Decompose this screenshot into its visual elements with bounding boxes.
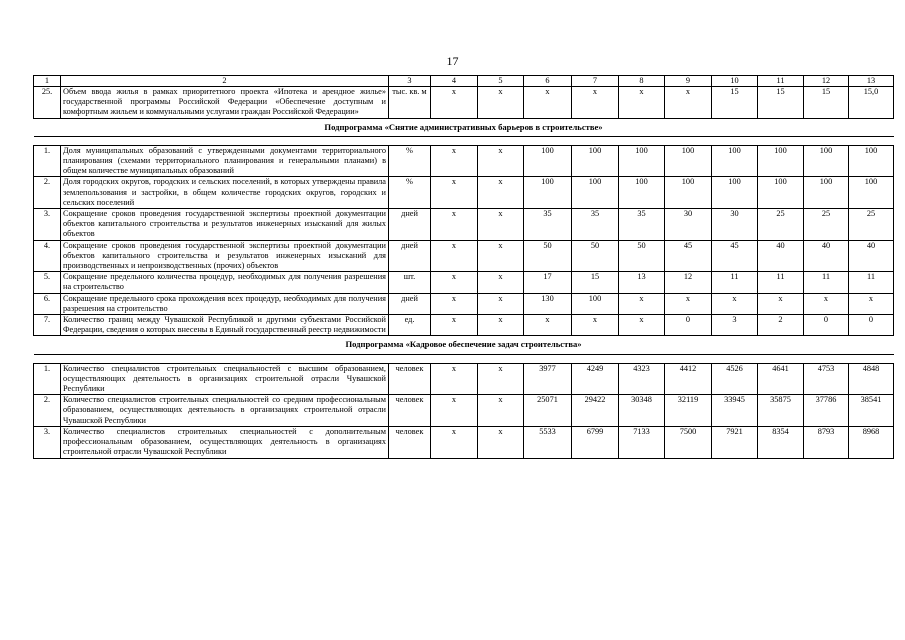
table-row bbox=[34, 177, 894, 209]
value-cell: x bbox=[758, 293, 804, 314]
value-cell: x bbox=[478, 87, 524, 119]
table-row bbox=[34, 87, 894, 119]
value-cell: x bbox=[431, 145, 478, 177]
unit-cell: человек bbox=[389, 363, 431, 395]
value-cell: 35 bbox=[572, 209, 619, 241]
value-cell: 100 bbox=[619, 145, 665, 177]
indicator-name: Количество специалистов строительных специальностей с дополнительным профессиональным образованием, осуществляющих деятельность в организациях строительной отрасли Чувашской Республики bbox=[61, 426, 389, 458]
value-cell: 50 bbox=[572, 240, 619, 272]
section-title: Подпрограмма «Кадровое обеспечение задач строительства» bbox=[34, 336, 894, 354]
header-cell: 2 bbox=[61, 76, 389, 87]
value-cell: 100 bbox=[665, 177, 712, 209]
table-row bbox=[34, 145, 894, 177]
value-cell: 100 bbox=[572, 177, 619, 209]
table-body bbox=[34, 76, 894, 459]
value-cell: 40 bbox=[804, 240, 849, 272]
section-title-row bbox=[34, 118, 894, 136]
value-cell: 100 bbox=[524, 177, 572, 209]
indicator-name: Доля городских округов, городских и сельских поселений, в которых утверждены правила землепользования и застройки, в общем количестве городских округов, городских и сельских поселений bbox=[61, 177, 389, 209]
value-cell: 0 bbox=[849, 315, 894, 336]
value-cell: x bbox=[572, 87, 619, 119]
table-row bbox=[34, 426, 894, 458]
value-cell: 17 bbox=[524, 272, 572, 293]
header-cell: 4 bbox=[431, 76, 478, 87]
value-cell: 7921 bbox=[712, 426, 758, 458]
value-cell: 37786 bbox=[804, 395, 849, 427]
value-cell: x bbox=[619, 293, 665, 314]
row-number: 5. bbox=[34, 272, 61, 293]
value-cell: 11 bbox=[758, 272, 804, 293]
value-cell: x bbox=[478, 363, 524, 395]
value-cell: 15 bbox=[712, 87, 758, 119]
value-cell: 100 bbox=[758, 145, 804, 177]
indicator-name: Количество специалистов строительных специальностей со средним профессиональным образованием, осуществляющих деятельность в организациях строительной отрасли Чувашской Республики bbox=[61, 395, 389, 427]
indicator-name: Количество специалистов строительных специальностей с высшим образованием, осуществляющих деятельность в организациях строительной отрасли Чувашской Республики bbox=[61, 363, 389, 395]
value-cell: 25 bbox=[849, 209, 894, 241]
value-cell: 35875 bbox=[758, 395, 804, 427]
indicator-name: Объем ввода жилья в рамках приоритетного проекта «Ипотека и арендное жилье» государственной программы Российской Федерации «Обеспечение доступным и комфортным жильем и коммунальными услугами граждан Российской Федерации» bbox=[61, 87, 389, 119]
value-cell: x bbox=[431, 395, 478, 427]
value-cell: 12 bbox=[665, 272, 712, 293]
row-number: 25. bbox=[34, 87, 61, 119]
value-cell: 8968 bbox=[849, 426, 894, 458]
page-number: 17 bbox=[446, 54, 459, 68]
value-cell: 30348 bbox=[619, 395, 665, 427]
value-cell: 100 bbox=[712, 177, 758, 209]
indicator-name: Доля муниципальных образований с утвержденными документами территориального планирования (схемами территориального планирования и генеральными планами) в общем количестве муниципальных образований bbox=[61, 145, 389, 177]
value-cell: 25 bbox=[758, 209, 804, 241]
unit-cell: % bbox=[389, 145, 431, 177]
value-cell: 8793 bbox=[804, 426, 849, 458]
unit-cell: дней bbox=[389, 293, 431, 314]
value-cell: 100 bbox=[665, 145, 712, 177]
value-cell: x bbox=[431, 293, 478, 314]
value-cell: 130 bbox=[524, 293, 572, 314]
section-gap bbox=[34, 136, 894, 145]
value-cell: 100 bbox=[524, 145, 572, 177]
section-title-row bbox=[34, 336, 894, 354]
value-cell: 15,0 bbox=[849, 87, 894, 119]
value-cell: 3 bbox=[712, 315, 758, 336]
value-cell: 11 bbox=[712, 272, 758, 293]
value-cell: 29422 bbox=[572, 395, 619, 427]
value-cell: x bbox=[478, 395, 524, 427]
row-number: 2. bbox=[34, 177, 61, 209]
header-cell: 10 bbox=[712, 76, 758, 87]
header-row bbox=[34, 76, 894, 87]
value-cell: x bbox=[431, 426, 478, 458]
indicators-table bbox=[33, 75, 894, 459]
value-cell: x bbox=[572, 315, 619, 336]
row-number: 3. bbox=[34, 209, 61, 241]
unit-cell: дней bbox=[389, 240, 431, 272]
table-row bbox=[34, 293, 894, 314]
indicator-name: Сокращение предельного срока прохождения всех процедур, необходимых для получения разрешения на строительство bbox=[61, 293, 389, 314]
value-cell: 50 bbox=[524, 240, 572, 272]
value-cell: x bbox=[478, 426, 524, 458]
value-cell: x bbox=[478, 209, 524, 241]
row-number: 3. bbox=[34, 426, 61, 458]
value-cell: x bbox=[849, 293, 894, 314]
value-cell: 35 bbox=[619, 209, 665, 241]
value-cell: 4753 bbox=[804, 363, 849, 395]
header-cell: 8 bbox=[619, 76, 665, 87]
value-cell: x bbox=[619, 87, 665, 119]
header-cell: 11 bbox=[758, 76, 804, 87]
value-cell: x bbox=[478, 315, 524, 336]
unit-cell: тыс. кв. м bbox=[389, 87, 431, 119]
table-row bbox=[34, 240, 894, 272]
header-cell: 3 bbox=[389, 76, 431, 87]
header-cell: 13 bbox=[849, 76, 894, 87]
table-row bbox=[34, 363, 894, 395]
value-cell: 100 bbox=[849, 145, 894, 177]
table-row bbox=[34, 395, 894, 427]
table-row bbox=[34, 315, 894, 336]
value-cell: 15 bbox=[804, 87, 849, 119]
value-cell: 6799 bbox=[572, 426, 619, 458]
value-cell: x bbox=[431, 315, 478, 336]
value-cell: 4412 bbox=[665, 363, 712, 395]
row-number: 1. bbox=[34, 145, 61, 177]
value-cell: x bbox=[712, 293, 758, 314]
value-cell: x bbox=[478, 272, 524, 293]
value-cell: 7500 bbox=[665, 426, 712, 458]
indicator-name: Сокращение предельного количества процедур, необходимых для получения разрешения на строительство bbox=[61, 272, 389, 293]
value-cell: x bbox=[431, 177, 478, 209]
value-cell: x bbox=[619, 315, 665, 336]
header-cell: 7 bbox=[572, 76, 619, 87]
value-cell: 25071 bbox=[524, 395, 572, 427]
value-cell: 100 bbox=[758, 177, 804, 209]
unit-cell: человек bbox=[389, 426, 431, 458]
indicator-name: Сокращение сроков проведения государственной экспертизы проектной документации объектов капитального строительства и результатов инженерных изысканий для производственных и непроизводственных (прочих) объектов bbox=[61, 240, 389, 272]
value-cell: x bbox=[478, 240, 524, 272]
value-cell: 40 bbox=[849, 240, 894, 272]
value-cell: 4526 bbox=[712, 363, 758, 395]
value-cell: 30 bbox=[665, 209, 712, 241]
value-cell: 35 bbox=[524, 209, 572, 241]
indicator-name: Количество границ между Чувашской Республикой и другими субъектами Российской Федерации, сведения о которых внесены в Единый государственный реестр недвижимости bbox=[61, 315, 389, 336]
table-row bbox=[34, 272, 894, 293]
value-cell: 4848 bbox=[849, 363, 894, 395]
section-gap bbox=[34, 354, 894, 363]
section-gap-row bbox=[34, 354, 894, 363]
value-cell: 45 bbox=[665, 240, 712, 272]
table-row bbox=[34, 209, 894, 241]
section-gap-row bbox=[34, 136, 894, 145]
value-cell: 100 bbox=[712, 145, 758, 177]
section-title: Подпрограмма «Снятие административных барьеров в строительстве» bbox=[34, 118, 894, 136]
header-cell: 12 bbox=[804, 76, 849, 87]
value-cell: x bbox=[804, 293, 849, 314]
row-number: 1. bbox=[34, 363, 61, 395]
value-cell: 40 bbox=[758, 240, 804, 272]
value-cell: x bbox=[478, 177, 524, 209]
value-cell: 30 bbox=[712, 209, 758, 241]
value-cell: 7133 bbox=[619, 426, 665, 458]
value-cell: 50 bbox=[619, 240, 665, 272]
value-cell: x bbox=[665, 87, 712, 119]
value-cell: 15 bbox=[758, 87, 804, 119]
value-cell: 11 bbox=[804, 272, 849, 293]
value-cell: 38541 bbox=[849, 395, 894, 427]
unit-cell: человек bbox=[389, 395, 431, 427]
value-cell: x bbox=[431, 209, 478, 241]
value-cell: 100 bbox=[849, 177, 894, 209]
value-cell: x bbox=[478, 145, 524, 177]
value-cell: 13 bbox=[619, 272, 665, 293]
indicator-name: Сокращение сроков проведения государственной экспертизы проектной документации объектов капитального строительства и результатов инженерных изысканий для жилых объектов bbox=[61, 209, 389, 241]
value-cell: x bbox=[665, 293, 712, 314]
header-cell: 9 bbox=[665, 76, 712, 87]
header-cell: 5 bbox=[478, 76, 524, 87]
value-cell: 45 bbox=[712, 240, 758, 272]
value-cell: x bbox=[431, 240, 478, 272]
unit-cell: дней bbox=[389, 209, 431, 241]
value-cell: 100 bbox=[619, 177, 665, 209]
value-cell: 0 bbox=[804, 315, 849, 336]
value-cell: 100 bbox=[572, 293, 619, 314]
unit-cell: ед. bbox=[389, 315, 431, 336]
value-cell: x bbox=[524, 315, 572, 336]
value-cell: x bbox=[478, 293, 524, 314]
unit-cell: % bbox=[389, 177, 431, 209]
value-cell: 8354 bbox=[758, 426, 804, 458]
value-cell: 15 bbox=[572, 272, 619, 293]
value-cell: x bbox=[431, 272, 478, 293]
value-cell: 5533 bbox=[524, 426, 572, 458]
value-cell: 2 bbox=[758, 315, 804, 336]
value-cell: 100 bbox=[804, 177, 849, 209]
value-cell: x bbox=[431, 87, 478, 119]
value-cell: 0 bbox=[665, 315, 712, 336]
header-cell: 1 bbox=[34, 76, 61, 87]
value-cell: 3977 bbox=[524, 363, 572, 395]
value-cell: x bbox=[431, 363, 478, 395]
value-cell: 100 bbox=[804, 145, 849, 177]
unit-cell: шт. bbox=[389, 272, 431, 293]
row-number: 2. bbox=[34, 395, 61, 427]
value-cell: 32119 bbox=[665, 395, 712, 427]
value-cell: 4641 bbox=[758, 363, 804, 395]
row-number: 6. bbox=[34, 293, 61, 314]
value-cell: x bbox=[524, 87, 572, 119]
value-cell: 11 bbox=[849, 272, 894, 293]
value-cell: 25 bbox=[804, 209, 849, 241]
value-cell: 100 bbox=[572, 145, 619, 177]
value-cell: 4323 bbox=[619, 363, 665, 395]
value-cell: 4249 bbox=[572, 363, 619, 395]
row-number: 4. bbox=[34, 240, 61, 272]
header-cell: 6 bbox=[524, 76, 572, 87]
value-cell: 33945 bbox=[712, 395, 758, 427]
row-number: 7. bbox=[34, 315, 61, 336]
